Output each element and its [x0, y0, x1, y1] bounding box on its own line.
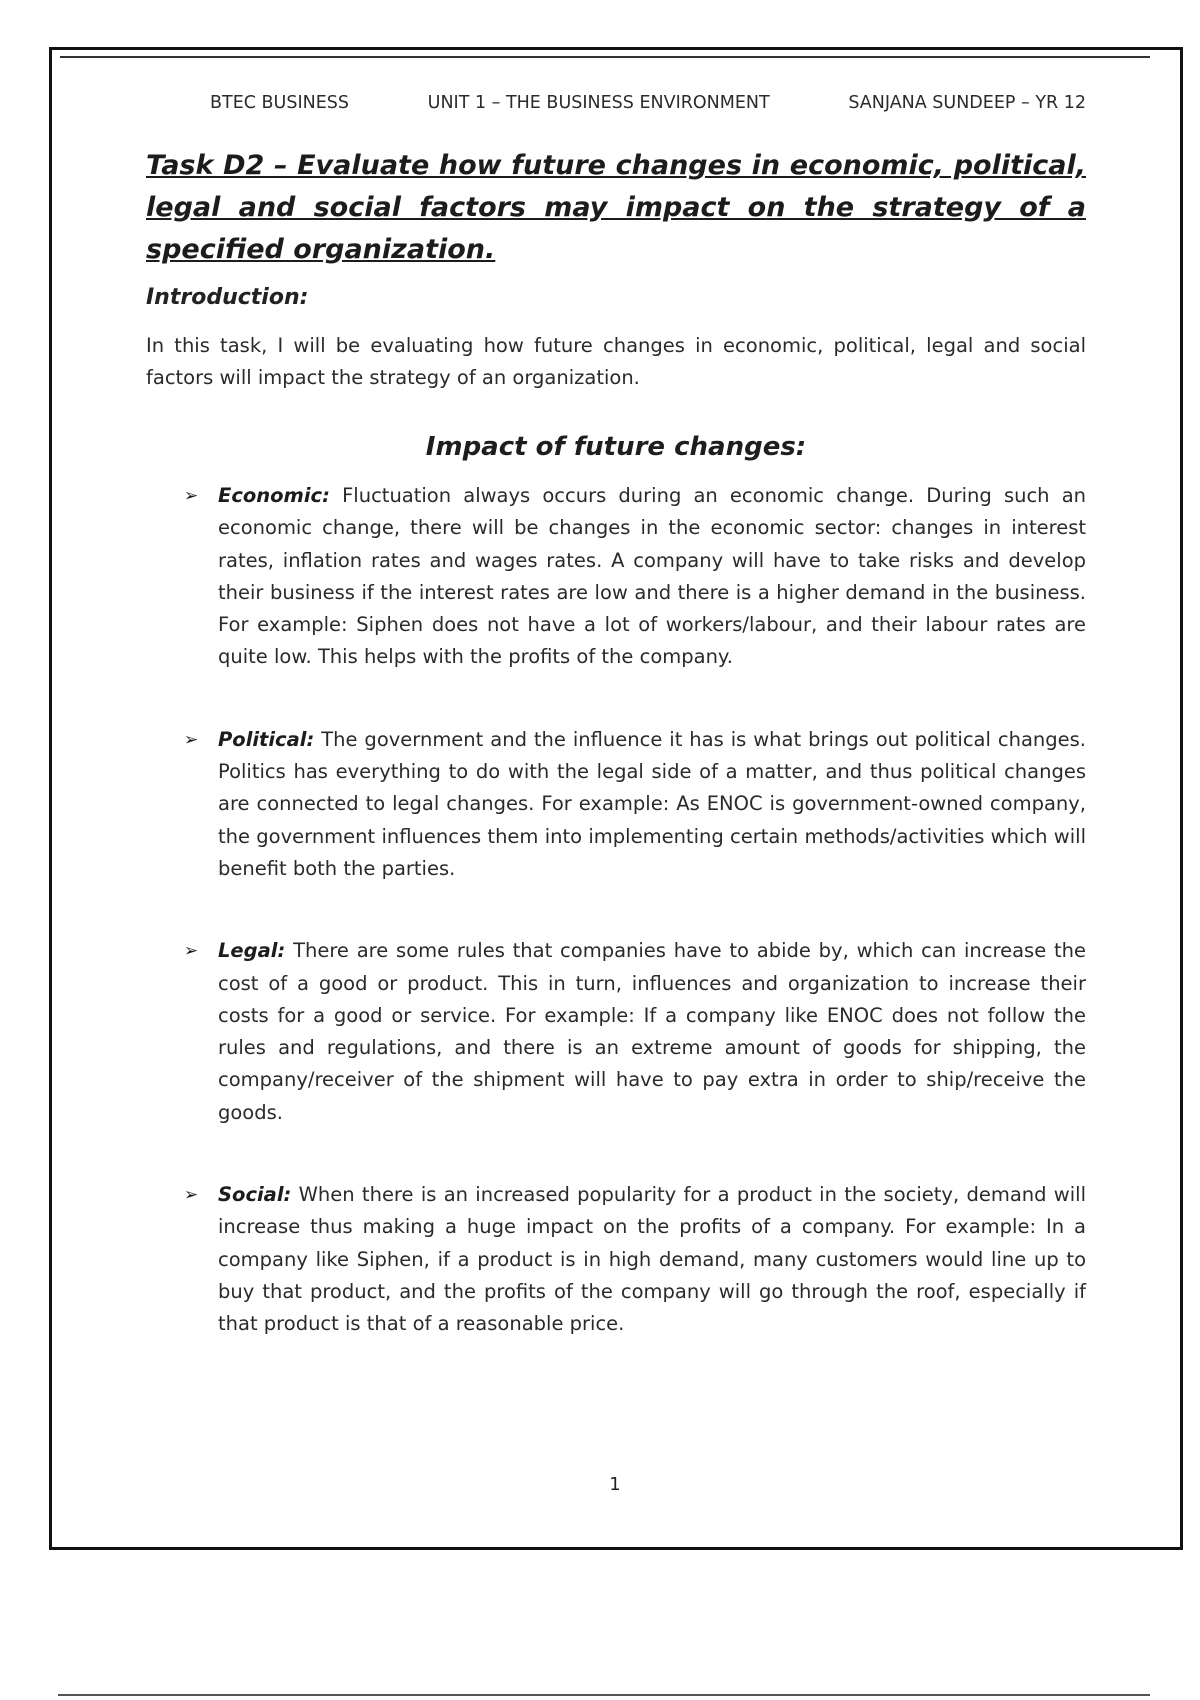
- factor-item-legal: [146, 935, 1086, 1129]
- next-page-top-rule: [58, 1694, 1150, 1696]
- arrowhead-bullet-icon: ➢: [184, 1185, 199, 1206]
- arrowhead-bullet-icon: ➢: [184, 486, 199, 506]
- factor-text: There are some rules that companies have to abide by, which can increase the cost of a good or product. This in turn, influences and organization to increase their costs for a good or service. For example: If a company like ENOC does not follow the rules and regulations, and there is an extreme amount of goods for shipping, the company/receiver of the shipment will have to pay extra in order to ship/receive the goods.: [218, 939, 1086, 1124]
- arrowhead-bullet-icon: ➢: [184, 729, 199, 750]
- factor-term: Economic:: [218, 484, 330, 507]
- factor-term: Social:: [218, 1183, 292, 1207]
- introduction-text: In this task, I will be evaluating how future changes in economic, political, legal and social factors will impact the strategy of an organization.: [146, 334, 1086, 389]
- factor-text: Fluctuation always occurs during an economic change. During such an economic change, there will be changes in the economic sector: changes in interest rates, inflation rates and wages rates. A company will have to take risks and develop their business if the interest rates are low and there is a higher demand in the business. For example: Siphen does not have a lot of workers/labour, and their labour rates are quite low. This helps with the profits of the company.: [218, 484, 1086, 669]
- header-course: BTEC BUSINESS: [210, 93, 349, 113]
- factor-term: Legal:: [218, 939, 286, 963]
- page-header: [146, 93, 1086, 113]
- document-body: [146, 145, 1086, 1391]
- factor-item-political: [146, 724, 1086, 885]
- impact-heading: Impact of future changes:: [425, 432, 807, 462]
- page-number: 1: [609, 1474, 621, 1495]
- header-author: SANJANA SUNDEEP – YR 12: [848, 93, 1086, 113]
- factor-text: The government and the influence it has is what brings out political changes. Politics has everything to do with the legal side of a matter, and thus political changes are connected to legal changes. For example: As ENOC is government-owned company, the government influences them into implementing certain methods/activities which will benefit both the parties.: [218, 727, 1086, 880]
- task-title: Task D2 – Evaluate how future changes in economic, political, legal and social factors may impact on the strategy of a specified organization.: [146, 150, 1086, 265]
- factor-item-social: [146, 1179, 1086, 1340]
- header-unit: UNIT 1 – THE BUSINESS ENVIRONMENT: [427, 93, 770, 113]
- factor-list: [146, 480, 1086, 1341]
- factor-text: When there is an increased popularity for a product in the society, demand will increase thus making a huge impact on the profits of a company. For example: In a company like Siphen, if a product is in high demand, many customers would line up to buy that product, and the profits of the company will go through the roof, especially if that product is that of a reasonable price.: [218, 1183, 1087, 1336]
- factor-term: Political:: [218, 727, 315, 751]
- introduction-heading: Introduction:: [146, 285, 309, 310]
- factor-item-economic: [146, 480, 1086, 674]
- arrowhead-bullet-icon: ➢: [184, 941, 199, 962]
